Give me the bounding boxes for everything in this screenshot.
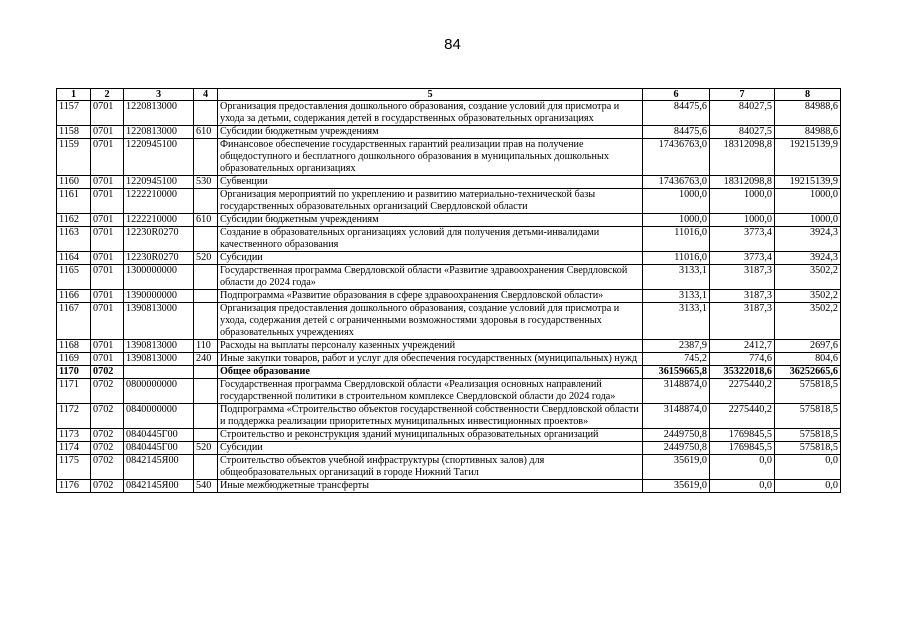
table-row — [57, 139, 841, 176]
target-code-cell: 1390000000 — [124, 290, 194, 303]
table-row — [57, 303, 841, 340]
description-cell: Общее образование — [218, 366, 643, 379]
section-code-cell: 0701 — [91, 340, 124, 353]
target-code-cell — [124, 366, 194, 379]
amount-cell-year3: 3502,2 — [775, 290, 841, 303]
table-row — [57, 442, 841, 455]
header-cell: 6 — [643, 89, 710, 101]
amount-cell-year2: 2412,7 — [710, 340, 775, 353]
table-body — [57, 101, 841, 493]
table-row — [57, 340, 841, 353]
table-row — [57, 189, 841, 214]
amount-cell-year3: 0,0 — [775, 455, 841, 480]
target-code-cell: 1390813000 — [124, 303, 194, 340]
amount-cell-year1: 3133,1 — [643, 290, 710, 303]
row-number-cell: 1174 — [57, 442, 91, 455]
target-code-cell: 1220813000 — [124, 126, 194, 139]
row-number-cell: 1162 — [57, 214, 91, 227]
section-code-cell: 0701 — [91, 176, 124, 189]
section-code-cell: 0701 — [91, 353, 124, 366]
expense-type-cell: 240 — [194, 353, 218, 366]
amount-cell-year2: 1000,0 — [710, 189, 775, 214]
page-number: 84 — [444, 36, 461, 53]
table-row — [57, 480, 841, 493]
table-row — [57, 429, 841, 442]
description-cell: Государственная программа Свердловской области «Развитие здравоохранения Свердловской области до 2024 года» — [218, 265, 643, 290]
row-number-cell: 1166 — [57, 290, 91, 303]
expense-type-cell: 110 — [194, 340, 218, 353]
description-cell: Строительство объектов учебной инфраструктуры (спортивных залов) для общеобразовательных организаций в городе Нижний Тагил — [218, 455, 643, 480]
amount-cell-year3: 19215139,9 — [775, 176, 841, 189]
amount-cell-year2: 3187,3 — [710, 290, 775, 303]
target-code-cell: 1222210000 — [124, 214, 194, 227]
amount-cell-year2: 3187,3 — [710, 265, 775, 290]
target-code-cell: 1220945100 — [124, 139, 194, 176]
target-code-cell: 1220813000 — [124, 101, 194, 126]
table-row — [57, 252, 841, 265]
amount-cell-year3: 84988,6 — [775, 101, 841, 126]
table-row — [57, 366, 841, 379]
amount-cell-year2: 1769845,5 — [710, 429, 775, 442]
target-code-cell: 1220945100 — [124, 176, 194, 189]
table-row — [57, 227, 841, 252]
amount-cell-year1: 1000,0 — [643, 214, 710, 227]
expense-type-cell — [194, 265, 218, 290]
amount-cell-year1: 2449750,8 — [643, 442, 710, 455]
row-number-cell: 1172 — [57, 404, 91, 429]
target-code-cell: 0842145Я00 — [124, 455, 194, 480]
header-cell: 3 — [124, 89, 194, 101]
description-cell: Субсидии бюджетным учреждениям — [218, 214, 643, 227]
expense-type-cell — [194, 189, 218, 214]
amount-cell-year3: 575818,5 — [775, 429, 841, 442]
amount-cell-year2: 2275440,2 — [710, 404, 775, 429]
row-number-cell: 1164 — [57, 252, 91, 265]
amount-cell-year2: 3773,4 — [710, 227, 775, 252]
header-cell: 2 — [91, 89, 124, 101]
amount-cell-year1: 3133,1 — [643, 303, 710, 340]
expense-type-cell: 610 — [194, 126, 218, 139]
table-row — [57, 379, 841, 404]
section-code-cell: 0702 — [91, 442, 124, 455]
description-cell: Организация предоставления дошкольного образования, создание условий для присмотра и ухода, содержания детей с ограниченными возможностями здоровья в государственных образовательных учреждениях — [218, 303, 643, 340]
table-row — [57, 290, 841, 303]
expense-type-cell — [194, 366, 218, 379]
section-code-cell: 0702 — [91, 379, 124, 404]
expense-type-cell — [194, 404, 218, 429]
row-number-cell: 1163 — [57, 227, 91, 252]
amount-cell-year1: 17436763,0 — [643, 139, 710, 176]
expense-type-cell — [194, 101, 218, 126]
description-cell: Строительство и реконструкция зданий муниципальных образовательных организаций — [218, 429, 643, 442]
header-cell: 1 — [57, 89, 91, 101]
target-code-cell: 0840445Г00 — [124, 442, 194, 455]
amount-cell-year2: 0,0 — [710, 480, 775, 493]
row-number-cell: 1160 — [57, 176, 91, 189]
amount-cell-year1: 84475,6 — [643, 101, 710, 126]
amount-cell-year1: 3133,1 — [643, 265, 710, 290]
amount-cell-year3: 575818,5 — [775, 379, 841, 404]
description-cell: Расходы на выплаты персоналу казенных учреждений — [218, 340, 643, 353]
section-code-cell: 0701 — [91, 189, 124, 214]
header-cell: 5 — [218, 89, 643, 101]
amount-cell-year1: 36159665,8 — [643, 366, 710, 379]
description-cell: Организация мероприятий по укреплению и развитию материально-технической базы государственных образовательных организаций Свердловской области — [218, 189, 643, 214]
table-row — [57, 214, 841, 227]
row-number-cell: 1158 — [57, 126, 91, 139]
amount-cell-year3: 2697,6 — [775, 340, 841, 353]
table-row — [57, 404, 841, 429]
amount-cell-year3: 84988,6 — [775, 126, 841, 139]
description-cell: Создание в образовательных организациях условий для получения детьми-инвалидами качественного образования — [218, 227, 643, 252]
row-number-cell: 1165 — [57, 265, 91, 290]
amount-cell-year2: 35322018,6 — [710, 366, 775, 379]
target-code-cell: 12230R0270 — [124, 252, 194, 265]
target-code-cell: 0840445Г00 — [124, 429, 194, 442]
row-number-cell: 1157 — [57, 101, 91, 126]
expense-type-cell — [194, 455, 218, 480]
budget-table — [56, 88, 841, 493]
amount-cell-year3: 3924,3 — [775, 227, 841, 252]
amount-cell-year2: 2275440,2 — [710, 379, 775, 404]
amount-cell-year1: 3148874,0 — [643, 379, 710, 404]
description-cell: Субсидии — [218, 252, 643, 265]
description-cell: Подпрограмма «Строительство объектов государственной собственности Свердловской области и поддержка реализации приоритетных муниципальных инвестиционных проектов» — [218, 404, 643, 429]
row-number-cell: 1159 — [57, 139, 91, 176]
amount-cell-year3: 575818,5 — [775, 442, 841, 455]
amount-cell-year3: 804,6 — [775, 353, 841, 366]
target-code-cell: 0840000000 — [124, 404, 194, 429]
target-code-cell: 1222210000 — [124, 189, 194, 214]
amount-cell-year3: 36252665,6 — [775, 366, 841, 379]
section-code-cell: 0702 — [91, 480, 124, 493]
row-number-cell: 1167 — [57, 303, 91, 340]
description-cell: Иные закупки товаров, работ и услуг для обеспечения государственных (муниципальных) нужд — [218, 353, 643, 366]
expense-type-cell — [194, 379, 218, 404]
table-row — [57, 101, 841, 126]
amount-cell-year3: 1000,0 — [775, 189, 841, 214]
table-row — [57, 353, 841, 366]
section-code-cell: 0702 — [91, 429, 124, 442]
amount-cell-year3: 19215139,9 — [775, 139, 841, 176]
section-code-cell: 0701 — [91, 139, 124, 176]
row-number-cell: 1176 — [57, 480, 91, 493]
table-row — [57, 455, 841, 480]
amount-cell-year1: 2449750,8 — [643, 429, 710, 442]
description-cell: Организация предоставления дошкольного образования, создание условий для присмотра и ухода за детьми, содержания детей в государственных образовательных организациях — [218, 101, 643, 126]
amount-cell-year1: 11016,0 — [643, 252, 710, 265]
description-cell: Государственная программа Свердловской области «Реализация основных направлений государственной политики в строительном комплексе Свердловской области до 2024 года» — [218, 379, 643, 404]
section-code-cell: 0701 — [91, 214, 124, 227]
amount-cell-year2: 3773,4 — [710, 252, 775, 265]
amount-cell-year2: 18312098,8 — [710, 139, 775, 176]
amount-cell-year1: 11016,0 — [643, 227, 710, 252]
row-number-cell: 1169 — [57, 353, 91, 366]
amount-cell-year3: 0,0 — [775, 480, 841, 493]
amount-cell-year3: 1000,0 — [775, 214, 841, 227]
row-number-cell: 1170 — [57, 366, 91, 379]
row-number-cell: 1171 — [57, 379, 91, 404]
section-code-cell: 0701 — [91, 227, 124, 252]
row-number-cell: 1161 — [57, 189, 91, 214]
expense-type-cell: 540 — [194, 480, 218, 493]
amount-cell-year1: 84475,6 — [643, 126, 710, 139]
amount-cell-year2: 1000,0 — [710, 214, 775, 227]
section-code-cell: 0701 — [91, 252, 124, 265]
amount-cell-year2: 84027,5 — [710, 101, 775, 126]
table-row — [57, 265, 841, 290]
amount-cell-year2: 1769845,5 — [710, 442, 775, 455]
amount-cell-year1: 745,2 — [643, 353, 710, 366]
target-code-cell: 1390813000 — [124, 353, 194, 366]
target-code-cell: 1300000000 — [124, 265, 194, 290]
section-code-cell: 0701 — [91, 265, 124, 290]
section-code-cell: 0701 — [91, 126, 124, 139]
amount-cell-year3: 575818,5 — [775, 404, 841, 429]
amount-cell-year2: 3187,3 — [710, 303, 775, 340]
expense-type-cell — [194, 290, 218, 303]
description-cell: Субсидии — [218, 442, 643, 455]
amount-cell-year2: 0,0 — [710, 455, 775, 480]
amount-cell-year2: 84027,5 — [710, 126, 775, 139]
header-cell: 7 — [710, 89, 775, 101]
section-code-cell: 0701 — [91, 290, 124, 303]
section-code-cell: 0702 — [91, 455, 124, 480]
expense-type-cell — [194, 303, 218, 340]
row-number-cell: 1173 — [57, 429, 91, 442]
amount-cell-year3: 3924,3 — [775, 252, 841, 265]
target-code-cell: 12230R0270 — [124, 227, 194, 252]
description-cell: Субвенции — [218, 176, 643, 189]
expense-type-cell — [194, 227, 218, 252]
table-row — [57, 126, 841, 139]
expense-type-cell: 610 — [194, 214, 218, 227]
amount-cell-year2: 774,6 — [710, 353, 775, 366]
section-code-cell: 0702 — [91, 404, 124, 429]
description-cell: Субсидии бюджетным учреждениям — [218, 126, 643, 139]
expense-type-cell: 520 — [194, 442, 218, 455]
description-cell: Иные межбюджетные трансферты — [218, 480, 643, 493]
expense-type-cell: 530 — [194, 176, 218, 189]
header-cell: 8 — [775, 89, 841, 101]
row-number-cell: 1175 — [57, 455, 91, 480]
target-code-cell: 0842145Я00 — [124, 480, 194, 493]
section-code-cell: 0702 — [91, 366, 124, 379]
amount-cell-year1: 3148874,0 — [643, 404, 710, 429]
amount-cell-year1: 17436763,0 — [643, 176, 710, 189]
amount-cell-year2: 18312098,8 — [710, 176, 775, 189]
amount-cell-year1: 2387,9 — [643, 340, 710, 353]
target-code-cell: 0800000000 — [124, 379, 194, 404]
expense-type-cell — [194, 429, 218, 442]
amount-cell-year3: 3502,2 — [775, 265, 841, 290]
amount-cell-year1: 1000,0 — [643, 189, 710, 214]
amount-cell-year1: 35619,0 — [643, 455, 710, 480]
row-number-cell: 1168 — [57, 340, 91, 353]
section-code-cell: 0701 — [91, 101, 124, 126]
header-cell: 4 — [194, 89, 218, 101]
amount-cell-year1: 35619,0 — [643, 480, 710, 493]
amount-cell-year3: 3502,2 — [775, 303, 841, 340]
expense-type-cell: 520 — [194, 252, 218, 265]
target-code-cell: 1390813000 — [124, 340, 194, 353]
description-cell: Подпрограмма «Развитие образования в сфере здравоохранения Свердловской области» — [218, 290, 643, 303]
section-code-cell: 0701 — [91, 303, 124, 340]
table-row — [57, 176, 841, 189]
description-cell: Финансовое обеспечение государственных гарантий реализации прав на получение общедоступного и бесплатного дошкольного образования в муниципальных дошкольных образовательных организациях — [218, 139, 643, 176]
header-row — [57, 89, 841, 101]
expense-type-cell — [194, 139, 218, 176]
